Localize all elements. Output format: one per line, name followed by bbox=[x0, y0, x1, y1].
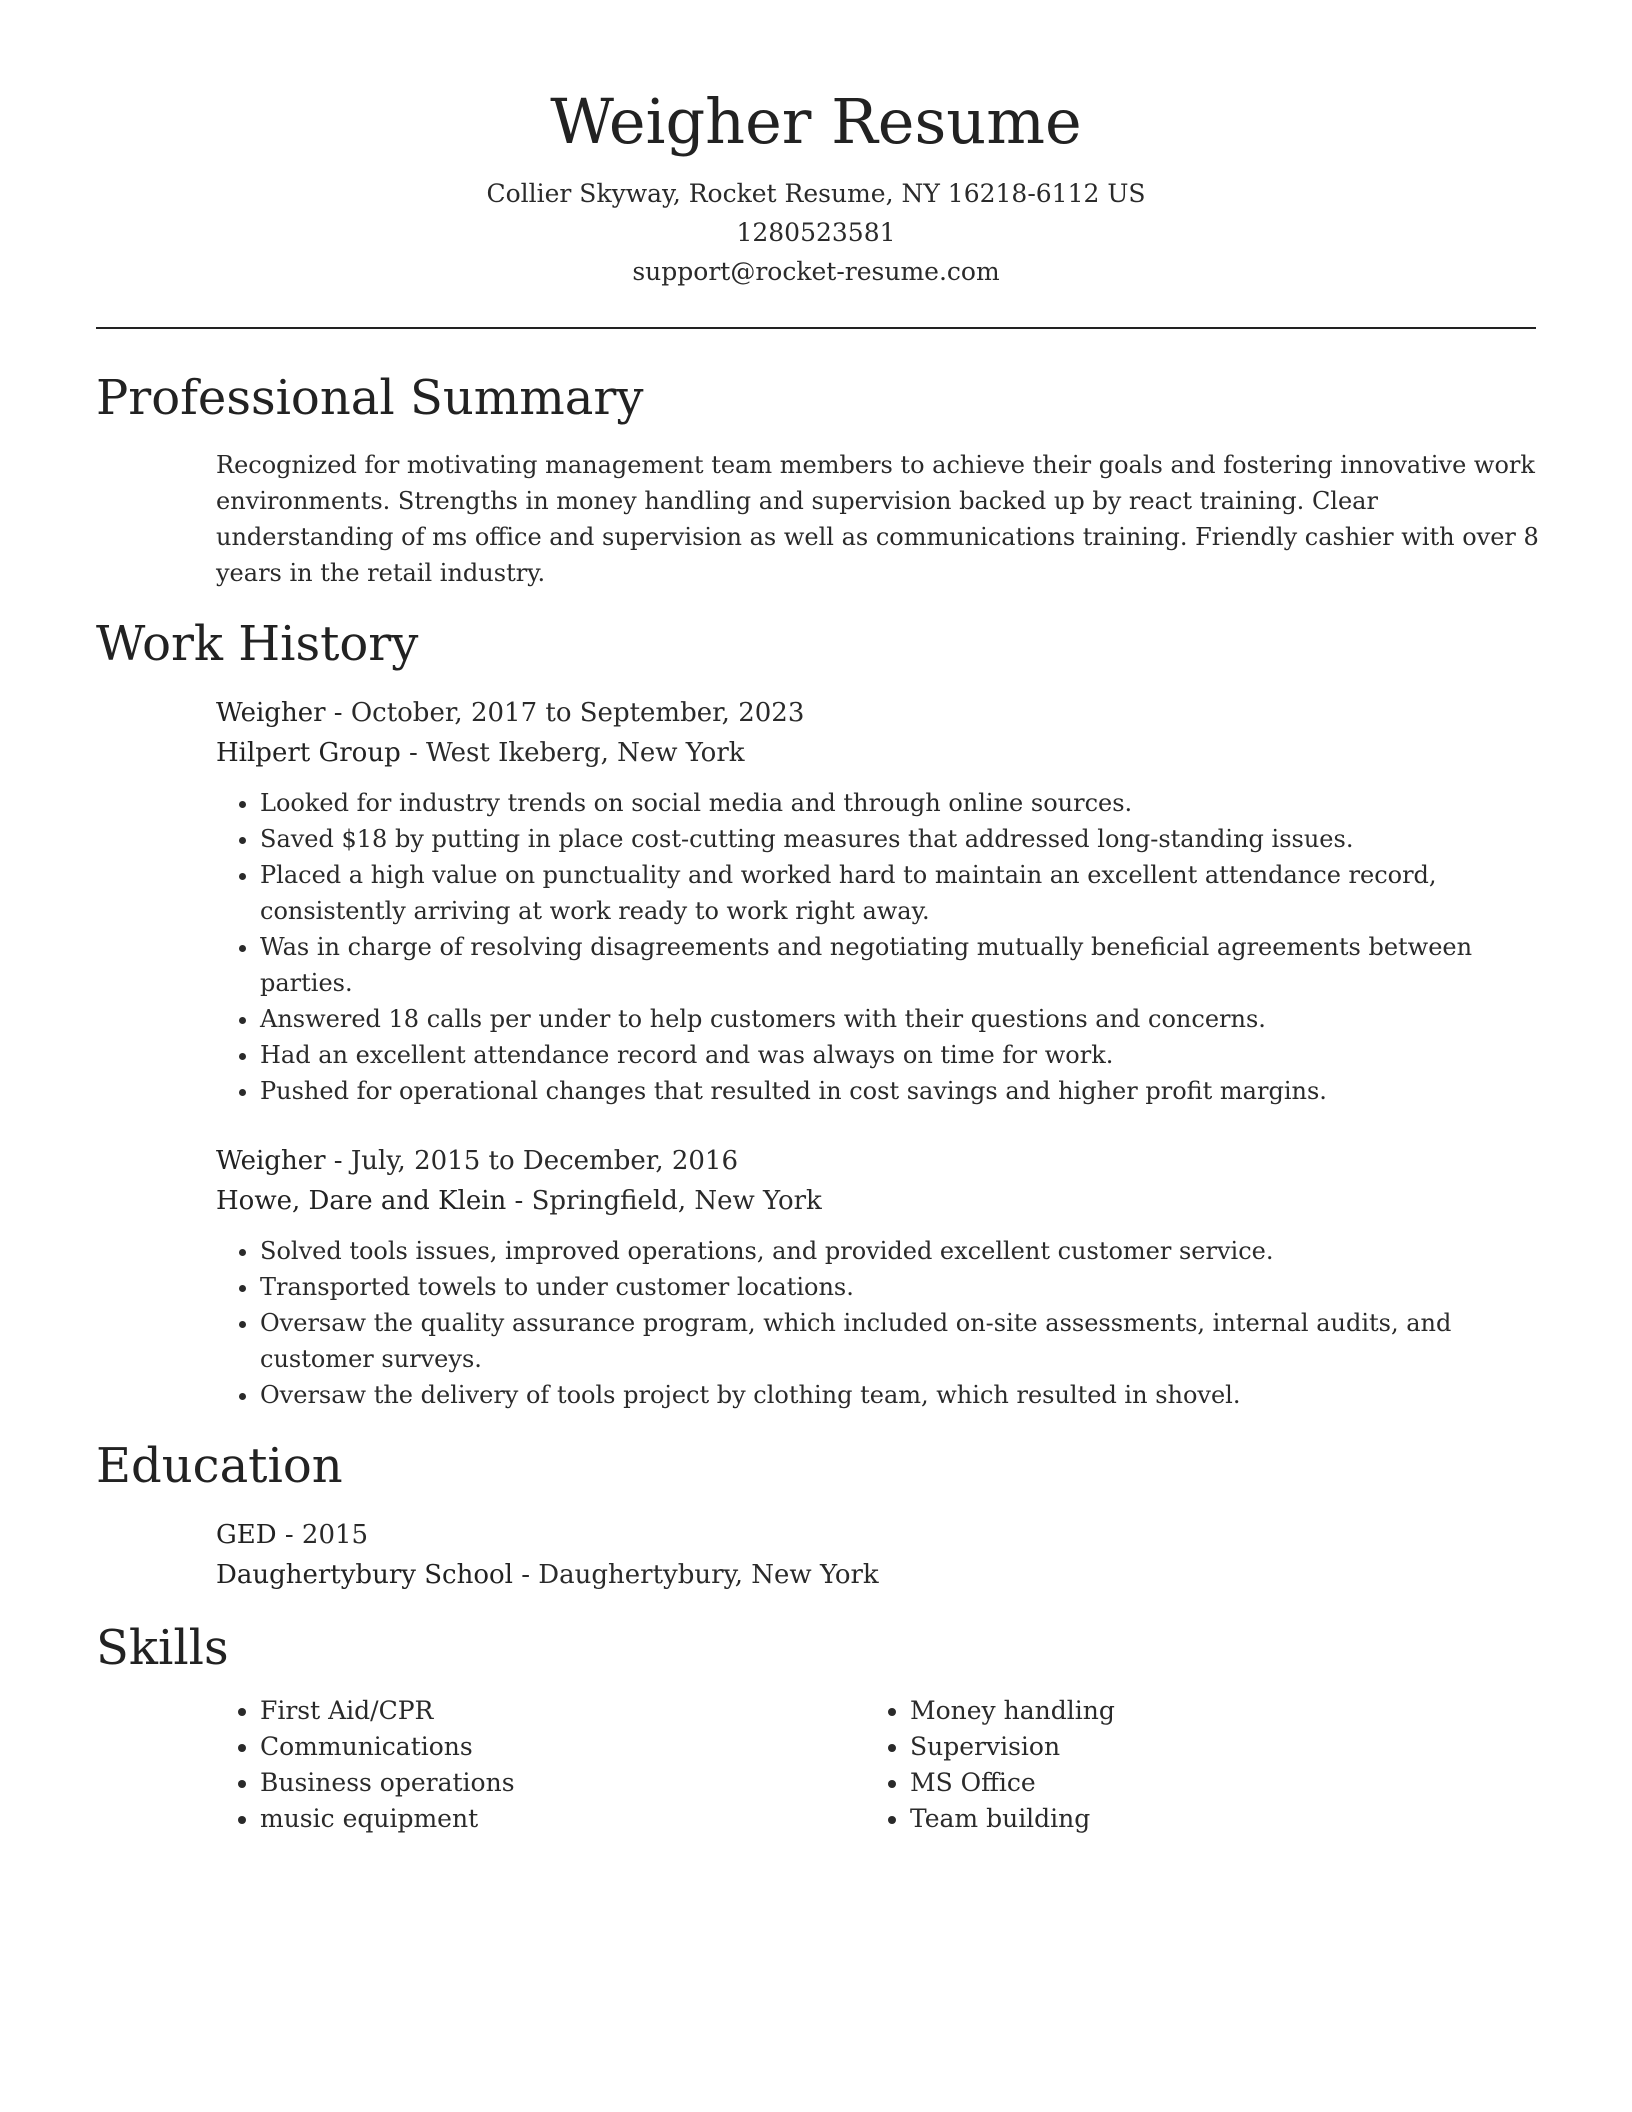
resume-header bbox=[96, 0, 1536, 291]
skills-column-left bbox=[216, 1693, 866, 1837]
job-entry bbox=[216, 1141, 1536, 1413]
job-entry bbox=[216, 693, 1536, 1109]
job-bullet: • Transported towels to under customer locations. bbox=[260, 1269, 1536, 1305]
skills-list bbox=[216, 1693, 866, 1837]
job-bullet: • Pushed for operational changes that resulted in cost savings and higher profit margins. bbox=[260, 1073, 1536, 1109]
skill-item: • Communications bbox=[260, 1729, 866, 1765]
education-entry bbox=[216, 1515, 1536, 1595]
education-school-line bbox=[216, 1555, 1536, 1595]
skill-item: • music equipment bbox=[260, 1801, 866, 1837]
job-bullet: • Was in charge of resolving disagreements and negotiating mutually beneficial agreements between parties. bbox=[260, 929, 1536, 1001]
education-year: - 2015 bbox=[276, 1520, 369, 1550]
education-heading: Education bbox=[96, 1438, 343, 1494]
contact-block bbox=[96, 174, 1536, 291]
skill-item: • MS Office bbox=[910, 1765, 1516, 1801]
job-location: - West Ikeberg, New York bbox=[400, 738, 745, 768]
contact-phone: 1280523581 bbox=[736, 218, 896, 247]
job-company: Hilpert Group bbox=[216, 738, 401, 768]
header-divider bbox=[96, 327, 1536, 329]
job-bullet: • Solved tools issues, improved operations, and provided excellent customer service. bbox=[260, 1233, 1536, 1269]
job-dates: - October, 2017 to September, 2023 bbox=[325, 698, 805, 728]
skill-item: • First Aid/CPR bbox=[260, 1693, 866, 1729]
job-role: Weigher bbox=[216, 698, 326, 728]
job-dates: - July, 2015 to December, 2016 bbox=[325, 1146, 739, 1176]
job-bullet: • Oversaw the delivery of tools project by clothing team, which resulted in shovel. bbox=[260, 1377, 1536, 1413]
job-bullet: • Oversaw the quality assurance program, which included on-site assessments, internal audits, and customer surveys. bbox=[260, 1305, 1536, 1377]
skills-list bbox=[866, 1693, 1516, 1837]
skill-item: • Supervision bbox=[910, 1729, 1516, 1765]
skill-item: • Team building bbox=[910, 1801, 1516, 1837]
job-role: Weigher bbox=[216, 1146, 326, 1176]
job-location: - Springfield, New York bbox=[506, 1186, 822, 1216]
skill-item: • Business operations bbox=[260, 1765, 866, 1801]
contact-address: Collier Skyway, Rocket Resume, NY 16218-6112 US bbox=[486, 179, 1146, 208]
resume-title: Weigher Resume bbox=[550, 85, 1082, 158]
job-company: Howe, Dare and Klein bbox=[216, 1186, 507, 1216]
skills-heading: Skills bbox=[96, 1620, 229, 1676]
work-history-heading: Work History bbox=[96, 616, 419, 672]
job-bullet: • Saved $18 by putting in place cost-cutting measures that addressed long-standing issues. bbox=[260, 821, 1536, 857]
job-bullets bbox=[216, 785, 1536, 1109]
education-location: - Daughertybury, New York bbox=[512, 1560, 879, 1590]
education-school: Daughertybury School bbox=[216, 1560, 513, 1590]
job-bullet: • Had an excellent attendance record and was always on time for work. bbox=[260, 1037, 1536, 1073]
job-bullet: • Looked for industry trends on social media and through online sources. bbox=[260, 785, 1536, 821]
skills-grid bbox=[216, 1693, 1536, 1837]
resume-page bbox=[96, 0, 1539, 1837]
job-company-line bbox=[216, 1181, 1536, 1221]
summary-heading: Professional Summary bbox=[96, 370, 644, 426]
skill-item: • Money handling bbox=[910, 1693, 1516, 1729]
skills-column-right bbox=[866, 1693, 1516, 1837]
job-role-line bbox=[216, 1141, 1536, 1181]
education-degree-line bbox=[216, 1515, 1536, 1555]
contact-email: support@rocket-resume.com bbox=[632, 257, 1000, 286]
job-bullet: • Answered 18 calls per under to help customers with their questions and concerns. bbox=[260, 1001, 1536, 1037]
job-bullet: • Placed a high value on punctuality and worked hard to maintain an excellent attendance record, consistently arriving at work ready to work right away. bbox=[260, 857, 1536, 929]
education-degree: GED bbox=[216, 1520, 277, 1550]
summary-text: Recognized for motivating management team members to achieve their goals and fostering innovative work environments. Strengths in money handling and supervision backed up by react training. Clear understanding of ms office and supervision as well as communications training. Friendly cashier with over 8 years in the retail industry. bbox=[216, 451, 1539, 587]
job-bullets bbox=[216, 1233, 1536, 1413]
job-company-line bbox=[216, 733, 1536, 773]
job-role-line bbox=[216, 693, 1536, 733]
